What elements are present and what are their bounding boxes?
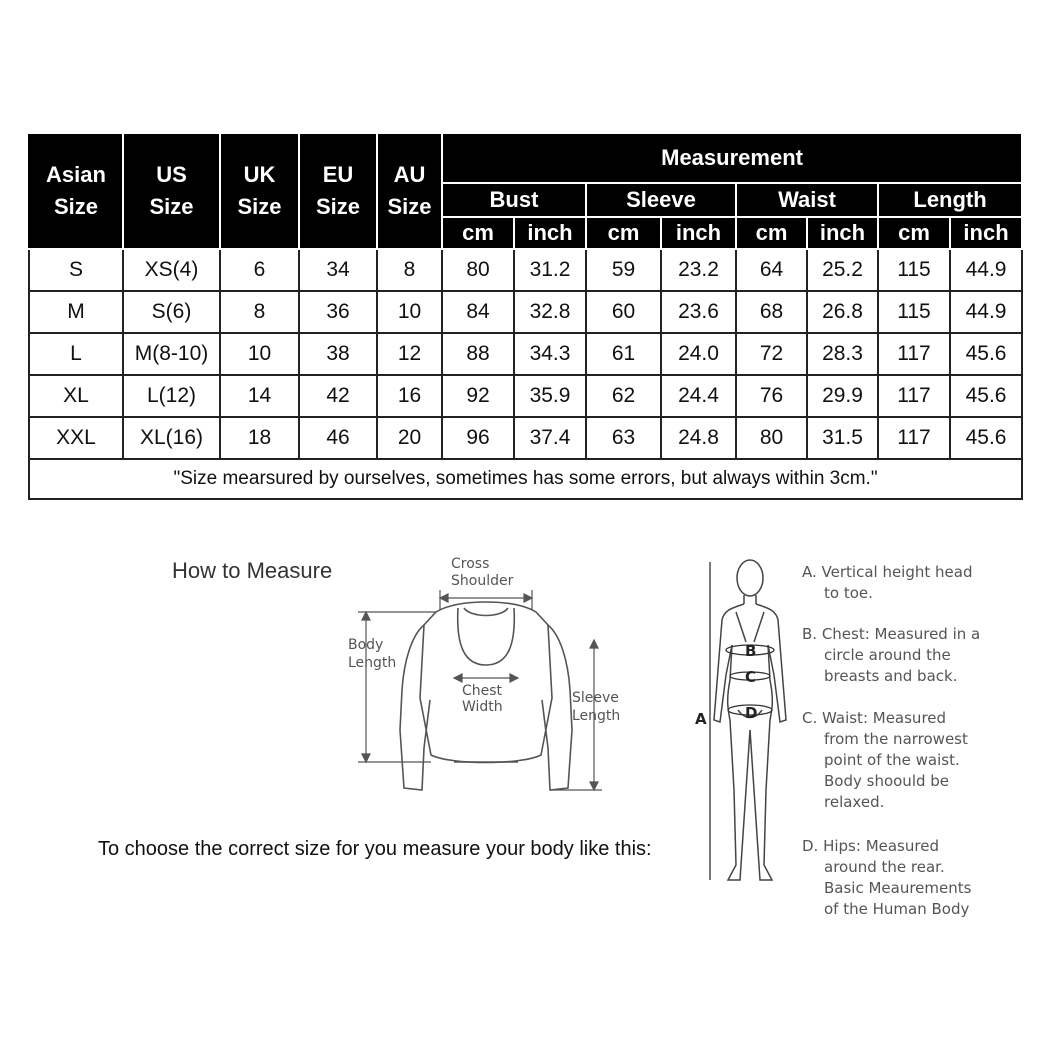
table-row — [29, 333, 1022, 375]
table-cell: 96 — [442, 417, 514, 459]
header-unit-waist-inch: inch — [807, 217, 878, 249]
header-au-line1: AU — [393, 162, 426, 187]
table-cell: XS(4) — [123, 249, 220, 291]
table-cell: S(6) — [123, 291, 220, 333]
table-cell: 29.9 — [807, 375, 878, 417]
table-cell: 68 — [736, 291, 807, 333]
table-cell: M — [29, 291, 123, 333]
letter-c: C — [745, 668, 757, 686]
note-b-line: breasts and back. — [824, 667, 958, 685]
table-cell: 92 — [442, 375, 514, 417]
table-cell: 76 — [736, 375, 807, 417]
label-cross-line1: Cross — [451, 556, 490, 572]
table-cell: 20 — [377, 417, 442, 459]
table-cell: S — [29, 249, 123, 291]
table-cell: 80 — [442, 249, 514, 291]
table-cell: 60 — [586, 291, 661, 333]
header-eu-size — [299, 133, 377, 249]
table-cell: 16 — [377, 375, 442, 417]
table-cell: 72 — [736, 333, 807, 375]
note-c-line: relaxed. — [824, 793, 885, 811]
table-cell: 36 — [299, 291, 377, 333]
note-d-line: D. Hips: Measured — [802, 837, 939, 855]
size-table — [28, 132, 1023, 500]
table-cell: 34 — [299, 249, 377, 291]
header-asian-line1: Asian — [46, 162, 106, 187]
note-c-line: C. Waist: Measured — [802, 709, 947, 727]
header-au-line2: Size — [387, 194, 432, 219]
measurement-disclaimer: "Size mearsured by ourselves, sometimes has some errors, but always within 3cm." — [29, 459, 1022, 499]
note-d-line: Basic Meaurements — [824, 879, 972, 897]
table-row — [29, 249, 1022, 291]
table-cell: XXL — [29, 417, 123, 459]
table-cell: 46 — [299, 417, 377, 459]
table-cell: 61 — [586, 333, 661, 375]
table-cell: 45.6 — [950, 375, 1022, 417]
header-unit-length-inch: inch — [950, 217, 1022, 249]
table-note-row — [29, 459, 1022, 499]
header-asian-size — [29, 133, 123, 249]
table-cell: 8 — [220, 291, 299, 333]
header-us-line2: Size — [149, 194, 194, 219]
table-cell: 59 — [586, 249, 661, 291]
table-cell: XL(16) — [123, 417, 220, 459]
table-cell: L — [29, 333, 123, 375]
note-c-line: point of the waist. — [824, 751, 960, 769]
table-cell: 34.3 — [514, 333, 586, 375]
note-a-line: A. Vertical height head — [802, 563, 973, 581]
table-cell: XL — [29, 375, 123, 417]
table-cell: 45.6 — [950, 417, 1022, 459]
letter-a: A — [695, 710, 707, 728]
table-cell: 18 — [220, 417, 299, 459]
note-hips — [802, 836, 1012, 920]
label-sleeve-line2: Length — [572, 708, 621, 724]
table-cell: 63 — [586, 417, 661, 459]
label-cross-line2: Shoulder — [451, 573, 514, 589]
table-cell: 44.9 — [950, 291, 1022, 333]
table-cell: 117 — [878, 333, 950, 375]
header-unit-length-cm: cm — [878, 217, 950, 249]
letter-d: D — [745, 704, 758, 722]
table-cell: 10 — [220, 333, 299, 375]
header-waist: Waist — [736, 183, 878, 217]
header-unit-sleeve-cm: cm — [586, 217, 661, 249]
table-cell: 32.8 — [514, 291, 586, 333]
table-cell: 31.2 — [514, 249, 586, 291]
note-c-line: from the narrowest — [824, 730, 968, 748]
note-vertical-height — [802, 562, 1012, 604]
header-unit-bust-cm: cm — [442, 217, 514, 249]
table-cell: 37.4 — [514, 417, 586, 459]
table-cell: 117 — [878, 417, 950, 459]
label-body-line2: Length — [348, 655, 397, 671]
table-cell: 14 — [220, 375, 299, 417]
table-cell: 88 — [442, 333, 514, 375]
body-figure-diagram — [690, 550, 800, 910]
table-cell: 23.6 — [661, 291, 736, 333]
table-cell: 35.9 — [514, 375, 586, 417]
label-chest-line1: Chest — [462, 683, 503, 699]
note-chest — [802, 624, 1012, 687]
header-unit-sleeve-inch: inch — [661, 217, 736, 249]
note-waist — [802, 708, 1012, 813]
header-asian-line2: Size — [53, 194, 99, 219]
table-cell: 84 — [442, 291, 514, 333]
table-cell: 31.5 — [807, 417, 878, 459]
note-a-line: to toe. — [824, 584, 873, 602]
note-b-line: circle around the — [824, 646, 951, 664]
table-cell: 28.3 — [807, 333, 878, 375]
table-cell: 12 — [377, 333, 442, 375]
note-d-line: of the Human Body — [824, 900, 970, 918]
label-body-line1: Body — [348, 637, 384, 653]
garment-diagram — [336, 550, 636, 810]
table-cell: 23.2 — [661, 249, 736, 291]
header-length: Length — [878, 183, 1022, 217]
table-cell: 115 — [878, 291, 950, 333]
label-sleeve-line1: Sleeve — [572, 690, 619, 706]
table-row — [29, 375, 1022, 417]
table-cell: 8 — [377, 249, 442, 291]
table-row — [29, 291, 1022, 333]
table-cell: 24.8 — [661, 417, 736, 459]
header-us-line1: US — [156, 162, 187, 187]
header-bust: Bust — [442, 183, 586, 217]
table-cell: 62 — [586, 375, 661, 417]
how-to-measure-title: How to Measure — [172, 558, 333, 583]
table-row — [29, 417, 1022, 459]
header-uk-line1: UK — [243, 162, 276, 187]
table-cell: 24.4 — [661, 375, 736, 417]
header-sleeve: Sleeve — [586, 183, 736, 217]
note-b-line: B. Chest: Measured in a — [802, 625, 981, 643]
table-cell: 24.0 — [661, 333, 736, 375]
table-cell: 42 — [299, 375, 377, 417]
header-eu-line2: Size — [315, 194, 361, 219]
table-cell: 64 — [736, 249, 807, 291]
table-cell: 38 — [299, 333, 377, 375]
table-cell: 117 — [878, 375, 950, 417]
table-cell: 26.8 — [807, 291, 878, 333]
table-cell: 44.9 — [950, 249, 1022, 291]
table-cell: 10 — [377, 291, 442, 333]
header-eu-line1: EU — [322, 162, 354, 187]
size-chart-table — [28, 132, 1021, 508]
header-us-size — [123, 133, 220, 249]
header-uk-line2: Size — [237, 194, 282, 219]
table-cell: 45.6 — [950, 333, 1022, 375]
note-c-line: Body shoould be — [824, 772, 950, 790]
table-cell: 6 — [220, 249, 299, 291]
header-unit-waist-cm: cm — [736, 217, 807, 249]
table-cell: 115 — [878, 249, 950, 291]
table-cell: 80 — [736, 417, 807, 459]
choose-size-instructions: To choose the correct size for you measure your body like this: — [98, 838, 652, 860]
header-measurement: Measurement — [442, 133, 1022, 183]
header-au-size — [377, 133, 442, 249]
header-unit-bust-inch: inch — [514, 217, 586, 249]
table-cell: L(12) — [123, 375, 220, 417]
header-uk-size — [220, 133, 299, 249]
table-cell: 25.2 — [807, 249, 878, 291]
table-cell: M(8-10) — [123, 333, 220, 375]
note-d-line: around the rear. — [824, 858, 945, 876]
label-chest-line2: Width — [462, 699, 503, 715]
letter-b: B — [745, 642, 757, 660]
